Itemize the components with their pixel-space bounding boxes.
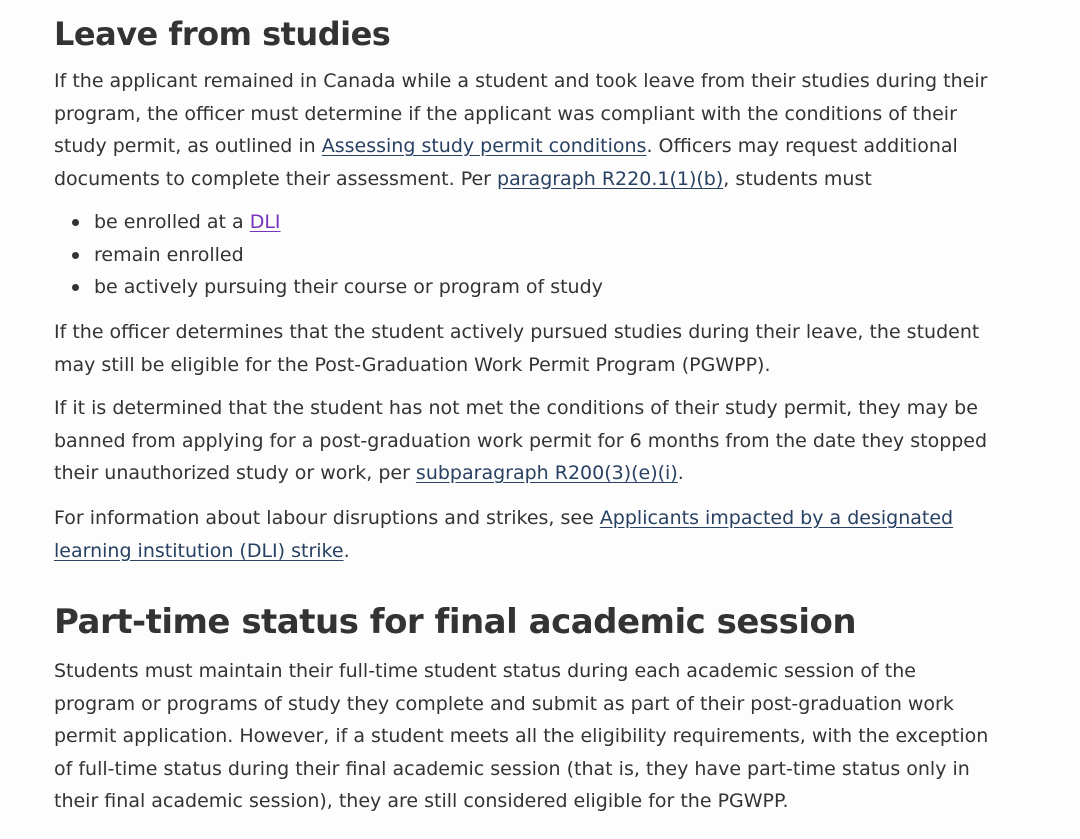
paragraph-text: For information about labour disruptions and strikes, see xyxy=(54,507,600,529)
list-item-text: remain enrolled xyxy=(94,243,244,266)
paragraph-full-time-status: Students must maintain their full-time student status during each academic session of the program or programs of study they complete and submit as part of their post-graduation work permit application. However, if a student meets all the eligibility requirements, with the exception of full-time status during their final academic session (that is, they have part-time status only in their final academic session), they are still considered eligible for the PGWPP. xyxy=(54,660,989,812)
paragraph-conditions-not-met xyxy=(54,392,994,490)
section-heading-part-time-status: Part-time status for final academic session xyxy=(54,602,857,642)
paragraph-text: . xyxy=(343,539,350,562)
link-assessing-study-permit-conditions[interactable]: Assessing study permit conditions xyxy=(321,135,647,157)
paragraph-labour-disruptions xyxy=(54,502,994,567)
paragraph-text: If the applicant remained in Canada while a student and took leave from their studies during their program, the officer must determine if the applicant was compliant with the conditions of their study permit, as outlined in xyxy=(54,70,988,157)
student-requirements-list xyxy=(54,206,603,304)
paragraph-actively-pursued: If the officer determines that the student actively pursued studies during their leave, the student may still be eligible for the Post-Graduation Work Permit Program (PGWPP). xyxy=(54,321,980,376)
bullet-icon xyxy=(72,219,79,226)
paragraph-text: If it is determined that the student has not met the conditions of their study permit, they may be banned from applying for a post-graduation work permit for 6 months from the date they stopped their unauthorized study or work, per xyxy=(54,397,988,484)
section-heading-leave-from-studies: Leave from studies xyxy=(54,15,391,53)
bullet-icon xyxy=(72,284,79,291)
list-item-text: be enrolled at a xyxy=(94,211,250,233)
paragraph-leave-intro xyxy=(54,65,994,195)
list-item xyxy=(54,271,603,304)
link-subparagraph-r200[interactable]: subparagraph R200(3)(e)(i) xyxy=(415,462,678,484)
link-paragraph-r220[interactable]: paragraph R220.1(1)(b) xyxy=(497,167,724,190)
link-dli[interactable]: DLI xyxy=(249,211,281,233)
list-item-text: be actively pursuing their course or program of study xyxy=(94,276,603,298)
paragraph-text: . Officers may request additional documents to complete their assessment. Per xyxy=(54,135,958,190)
bullet-icon xyxy=(72,252,79,259)
paragraph-text: , students must xyxy=(723,167,872,190)
list-item xyxy=(54,206,603,239)
link-dli-strike[interactable]: Applicants impacted by a designated learning institution (DLI) strike xyxy=(54,507,954,562)
list-item xyxy=(54,239,603,272)
paragraph-text: . xyxy=(677,462,684,484)
